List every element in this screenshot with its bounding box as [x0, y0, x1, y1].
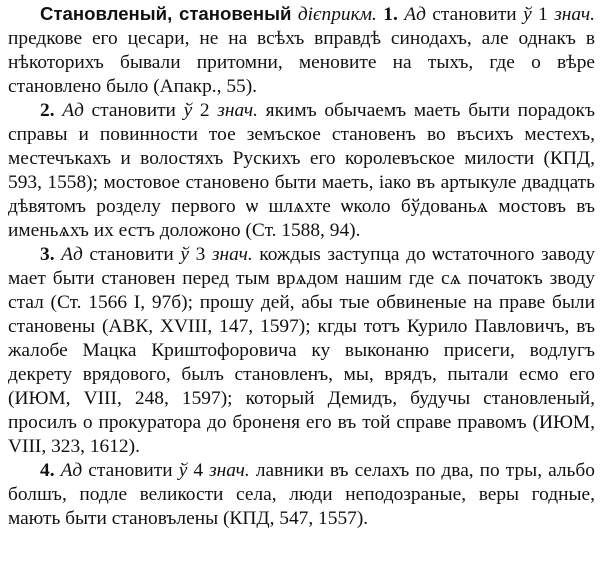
sense-1	[8, 2, 595, 99]
sense-number: 3.	[40, 244, 55, 265]
sense-number: 2.	[40, 100, 55, 121]
cross-ref-u: ў	[180, 244, 190, 265]
cross-ref-verb: становити	[88, 460, 173, 481]
cross-ref-sense: 3	[195, 244, 206, 265]
sense-text: предкове его цесари, не на всѣхъ вправдѣ синодахъ, але однакъ в нѣкоторихъ бывали притомни, меновите на тыхъ, где о вѣре становлено было (Апакр., 55).	[8, 28, 595, 97]
cross-ref-label: Ад	[60, 460, 83, 481]
znach-label: знач.	[217, 100, 258, 121]
cross-ref-u: ў	[523, 4, 532, 25]
sense-text: якимъ обычаемъ маеть быти порадокъ справы и повинности тое земъское становенъ во въсихъ местехъ, местечъкахъ и волостяхъ Рускихъ его королевъское милости (КПД, 593, 1558); мостовое становено быти маеть, іако въ артыкуле двадцать дѣвятомъ розделу первого ѡ шлѧхте ѡколо бўдованьѧ мостовъ въ именьѧхъ их естъ доложоно (Ст. 1588, 94).	[8, 100, 595, 241]
cross-ref-u: ў	[183, 100, 193, 121]
znach-label: знач.	[211, 244, 253, 265]
cross-ref-verb: становити	[91, 100, 176, 121]
cross-ref-verb: становити	[432, 4, 517, 25]
sense-3	[8, 243, 595, 459]
sense-4	[8, 459, 595, 531]
cross-ref-label: Ад	[404, 4, 426, 25]
znach-label: знач.	[209, 460, 250, 481]
part-of-speech: дієприкм.	[297, 4, 377, 25]
cross-ref-u: ў	[178, 460, 188, 481]
cross-ref-sense: 4	[193, 460, 204, 481]
cross-ref-sense: 2	[199, 100, 210, 121]
cross-ref-verb: становити	[89, 244, 174, 265]
cross-ref-label: Ад	[62, 100, 84, 121]
headword: Становленый, становеный	[40, 3, 292, 24]
sense-number: 1.	[383, 4, 398, 25]
sense-2	[8, 99, 595, 243]
sense-number: 4.	[40, 460, 55, 481]
znach-label: знач.	[554, 4, 595, 25]
sense-text: лавники въ селахъ по два, по тры, альбо болшъ, подле великости села, люди неподозраные, веры годные, мають быти становълены (КПД, 547, 1557).	[8, 460, 595, 529]
cross-ref-label: Ад	[61, 244, 83, 265]
sense-text: кождыs заступца до ѡстаточного заводу мает быти становен перед тым врѧдом нашим где сѧ початокъ зводу стал (Ст. 1566 I, 97б); прошу дей, абы тые обвиненые на праве были становены (АВК, XVIII, 147, 1597); кгды тотъ Курило Павловичъ, въ жалобе Мацка Криштофоровича ку выконаню присеги, водлугъ декрету врядового, былъ становленъ, мы, врядъ, пытали есмо его (ИЮМ, VIII, 248, 1597); который Демидъ, будучы становленый, просилъ о прокуратора до броненя его въ той справе правомъ (ИЮМ, VIII, 323, 1612).	[8, 244, 595, 457]
cross-ref-sense: 1	[538, 4, 548, 25]
